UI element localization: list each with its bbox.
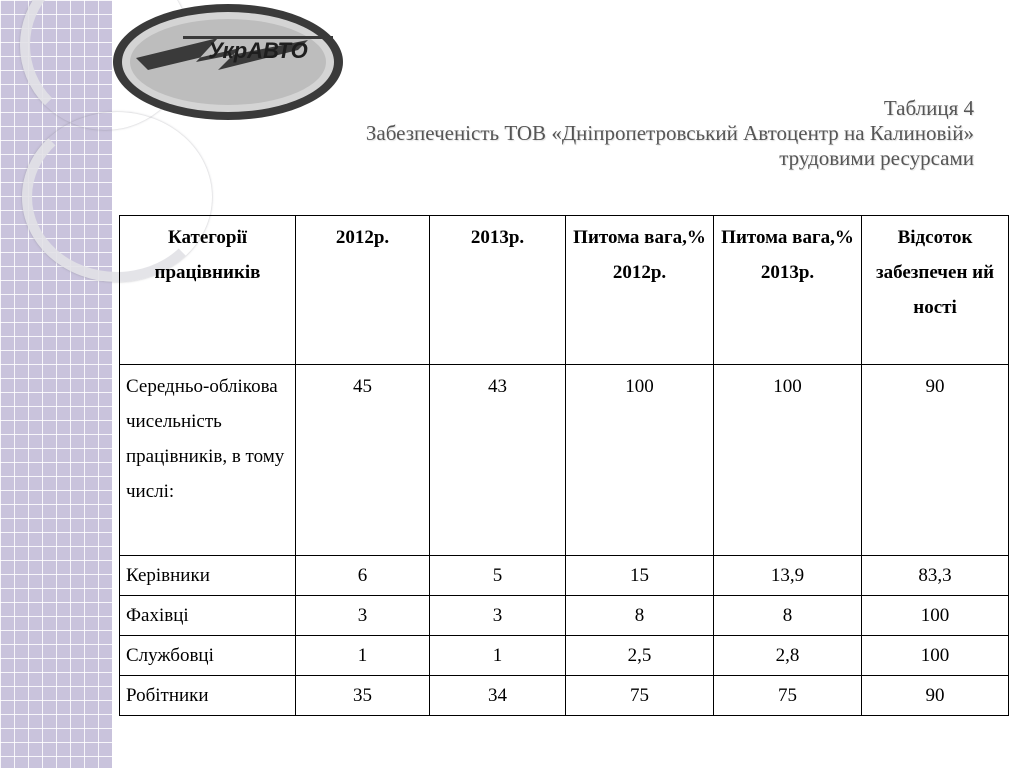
header-provision-percent: Відсоток забезпечен ий ності	[862, 216, 1009, 365]
header-share-2012: Питома вага,% 2012р.	[566, 216, 714, 365]
cell-value: 100	[862, 636, 1009, 676]
cell-value: 8	[714, 596, 862, 636]
cell-value: 15	[566, 556, 714, 596]
header-share-2013: Питома вага,% 2013р.	[714, 216, 862, 365]
cell-value: 6	[296, 556, 430, 596]
cell-value: 100	[566, 365, 714, 556]
cell-value: 3	[296, 596, 430, 636]
cell-value: 1	[296, 636, 430, 676]
table-caption	[214, 96, 974, 171]
cell-value: 75	[566, 676, 714, 716]
table-row	[120, 556, 1009, 596]
cell-value: 75	[714, 676, 862, 716]
table-row	[120, 676, 1009, 716]
table-row	[120, 365, 1009, 556]
cell-value: 8	[566, 596, 714, 636]
staffing-table	[119, 215, 1009, 716]
cell-value: 100	[714, 365, 862, 556]
table-row	[120, 596, 1009, 636]
cell-value: 45	[296, 365, 430, 556]
cell-category: Робітники	[120, 676, 296, 716]
header-2013: 2013р.	[430, 216, 566, 365]
table-header-row	[120, 216, 1009, 365]
cell-value: 3	[430, 596, 566, 636]
header-2012: 2012р.	[296, 216, 430, 365]
cell-value: 90	[862, 676, 1009, 716]
cell-value: 90	[862, 365, 1009, 556]
cell-category: Службовці	[120, 636, 296, 676]
cell-value: 43	[430, 365, 566, 556]
cell-value: 83,3	[862, 556, 1009, 596]
cell-value: 34	[430, 676, 566, 716]
cell-category: Середньо-облікова чисельність працівників, в тому числі:	[120, 365, 296, 556]
table-row	[120, 636, 1009, 676]
table-title: Забезпеченість ТОВ «Дніпропетровський Автоцентр на Калиновій»	[365, 121, 974, 145]
cell-value: 2,5	[566, 636, 714, 676]
table-subtitle: трудовими ресурсами	[779, 146, 974, 170]
cell-value: 100	[862, 596, 1009, 636]
header-category: Категорії працівників	[120, 216, 296, 365]
cell-value: 35	[296, 676, 430, 716]
table-number: Таблиця 4	[883, 96, 974, 120]
logo-text: УкрАВТО	[208, 38, 308, 63]
cell-value: 13,9	[714, 556, 862, 596]
cell-category: Фахівці	[120, 596, 296, 636]
cell-value: 1	[430, 636, 566, 676]
cell-category: Керівники	[120, 556, 296, 596]
cell-value: 5	[430, 556, 566, 596]
cell-value: 2,8	[714, 636, 862, 676]
